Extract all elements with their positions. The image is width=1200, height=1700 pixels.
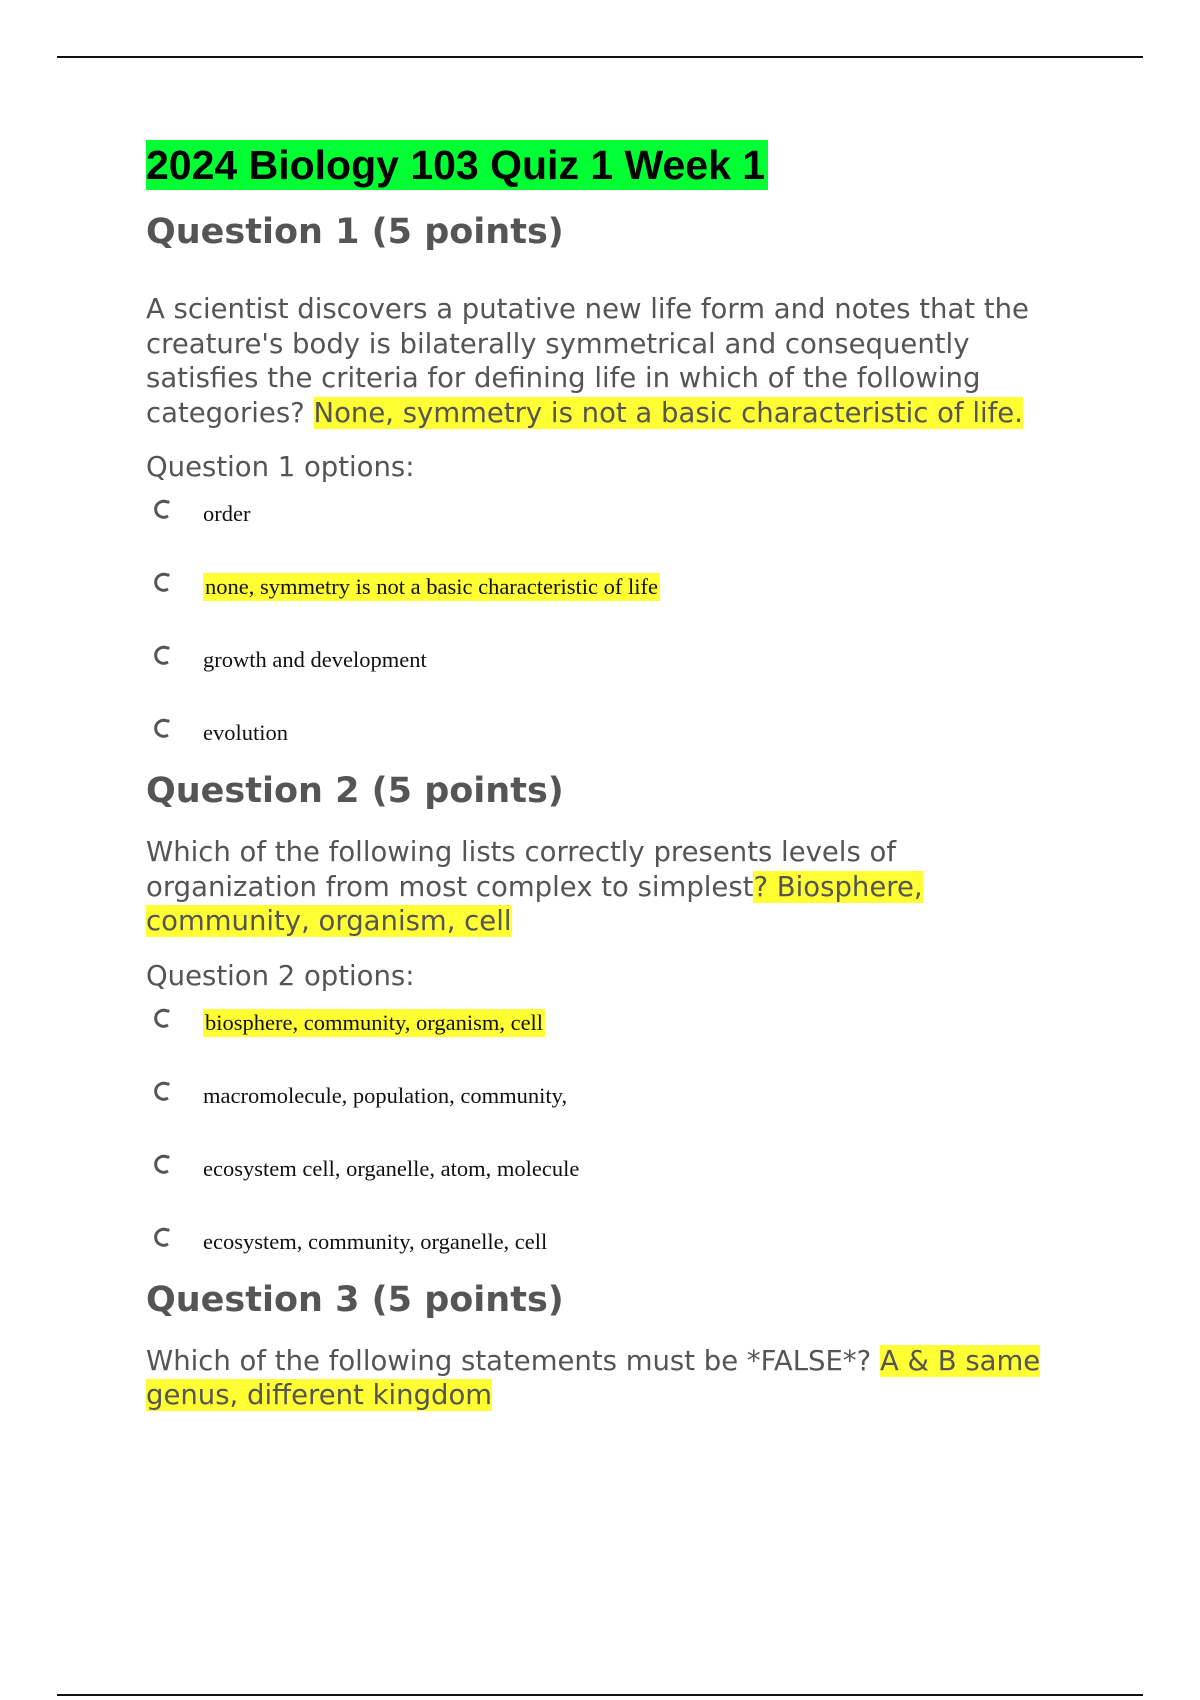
radio-button-icon[interactable] xyxy=(152,644,174,666)
question-text xyxy=(146,835,1006,939)
question-heading xyxy=(146,1278,1106,1322)
option-text-highlighted: none, symmetry is not a basic characteristic of life xyxy=(205,574,658,599)
question-1 xyxy=(146,210,1106,769)
question-3 xyxy=(146,1278,1106,1413)
highlighted-answer: ? Biosphere, community, organism, cell xyxy=(146,870,923,937)
document-title: 2024 Biology 103 Quiz 1 Week 1 xyxy=(146,140,768,190)
option-item[interactable] xyxy=(146,1003,1106,1076)
option-text: ecosystem cell, organelle, atom, molecule xyxy=(203,1155,580,1181)
option-item[interactable] xyxy=(146,640,1106,713)
option-text-highlighted: biosphere, community, organism, cell xyxy=(205,1009,544,1035)
option-text: macromolecule, population, community, xyxy=(203,1082,568,1108)
question-points: (5 points) xyxy=(371,1279,564,1320)
top-rule xyxy=(57,56,1143,58)
option-item[interactable] xyxy=(146,1222,1106,1278)
radio-button-icon[interactable] xyxy=(152,1007,174,1029)
options-label: Question 1 options: xyxy=(146,451,415,483)
option-text: ecosystem, community, organelle, cell xyxy=(203,1228,548,1254)
options-list xyxy=(146,1003,1106,1278)
option-item[interactable] xyxy=(146,494,1106,567)
radio-button-icon[interactable] xyxy=(152,717,174,739)
option-item[interactable] xyxy=(146,1076,1106,1149)
option-item[interactable] xyxy=(146,713,1106,769)
question-prompt: Which of the following lists correctly presents levels of organization from most complex to simplest xyxy=(146,836,897,903)
question-text xyxy=(146,292,1076,430)
question-heading xyxy=(146,210,1106,254)
question-number: Question 2 xyxy=(146,771,360,811)
highlighted-answer: A & B same genus, different kingdom xyxy=(146,1344,1041,1411)
radio-button-icon[interactable] xyxy=(152,1153,174,1175)
option-item[interactable] xyxy=(146,1149,1106,1222)
highlighted-answer: None, symmetry is not a basic characteristic of life. xyxy=(313,396,1023,429)
option-text: order xyxy=(203,501,251,526)
document-body xyxy=(146,140,1106,1413)
options-label: Question 2 options: xyxy=(146,959,415,992)
question-number: Question 1 xyxy=(146,212,360,252)
question-prompt: Which of the following statements must be *FALSE*? xyxy=(146,1344,872,1377)
question-points: (5 points) xyxy=(371,771,564,811)
radio-button-icon[interactable] xyxy=(152,571,174,593)
question-2 xyxy=(146,769,1106,1278)
radio-button-icon[interactable] xyxy=(152,1080,174,1102)
radio-button-icon[interactable] xyxy=(152,498,174,520)
bottom-rule xyxy=(57,1694,1143,1696)
option-text: growth and development xyxy=(203,647,427,672)
question-prompt: A scientist discovers a putative new life form and notes that the creature's body is bilaterally symmetrical and consequently satisfies the criteria for defining life in which of the following categories? xyxy=(146,293,1029,429)
question-points: (5 points) xyxy=(371,212,564,252)
radio-button-icon[interactable] xyxy=(152,1226,174,1248)
options-list xyxy=(146,494,1106,769)
question-heading xyxy=(146,769,1106,813)
question-text xyxy=(146,1344,1046,1413)
option-item[interactable] xyxy=(146,567,1106,640)
question-number: Question 3 xyxy=(146,1279,360,1320)
option-text: evolution xyxy=(203,720,288,745)
